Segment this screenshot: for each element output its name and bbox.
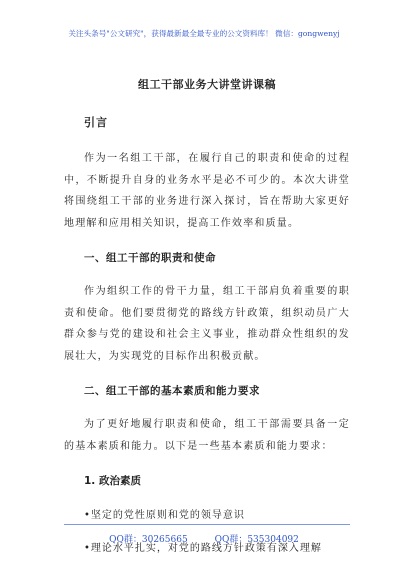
section2-heading: 二、组工干部的基本素质和能力要求 [84, 385, 260, 397]
section2-paragraph: 为了更好地履行职责和使命，组工干部需要具备一定的基本素质和能力。以下是一些基本素质和能力要求： [64, 419, 350, 452]
list-item: •坚定的党性原则和党的领导意识 [84, 510, 245, 521]
list-item: •理论水平扎实，对党的路线方针政策有深入理解 [84, 543, 322, 554]
top-banner: 关注头条号"公文研究"，获得最新最全最专业的公文资料库！ 微信：gongwenyj [68, 29, 340, 38]
footer-qq-group-1: QQ群：30265665 [109, 535, 188, 545]
footer [0, 532, 408, 545]
document-title: 组工干部业务大讲堂讲课稿 [138, 78, 276, 91]
document-body [64, 76, 350, 572]
section1-heading: 一、组工干部的职责和使命 [84, 252, 216, 264]
intro-heading: 引言 [84, 116, 108, 129]
intro-paragraph: 作为一名组工干部，在履行自己的职责和使命的过程中，不断提升自身的业务水平是必不可少的。本次大讲堂将围绕组工干部的业务进行深入探讨，旨在帮助大家更好地理解和应用相关知识，提高工作效率和质量。 [64, 153, 350, 229]
subsection1-heading: 1. 政治素质 [84, 475, 141, 487]
footer-qq-group-2: QQ群：535304092 [214, 535, 299, 545]
footer-divider [64, 524, 350, 525]
section1-paragraph: 作为组织工作的骨干力量，组工干部肩负着重要的职责和使命。他们要贯彻党的路线方针政策，组织动员广大群众参与党的建设和社会主义事业，推动群众性组织的发展壮大，为实现党的目标作出积极贡献。 [64, 286, 350, 362]
